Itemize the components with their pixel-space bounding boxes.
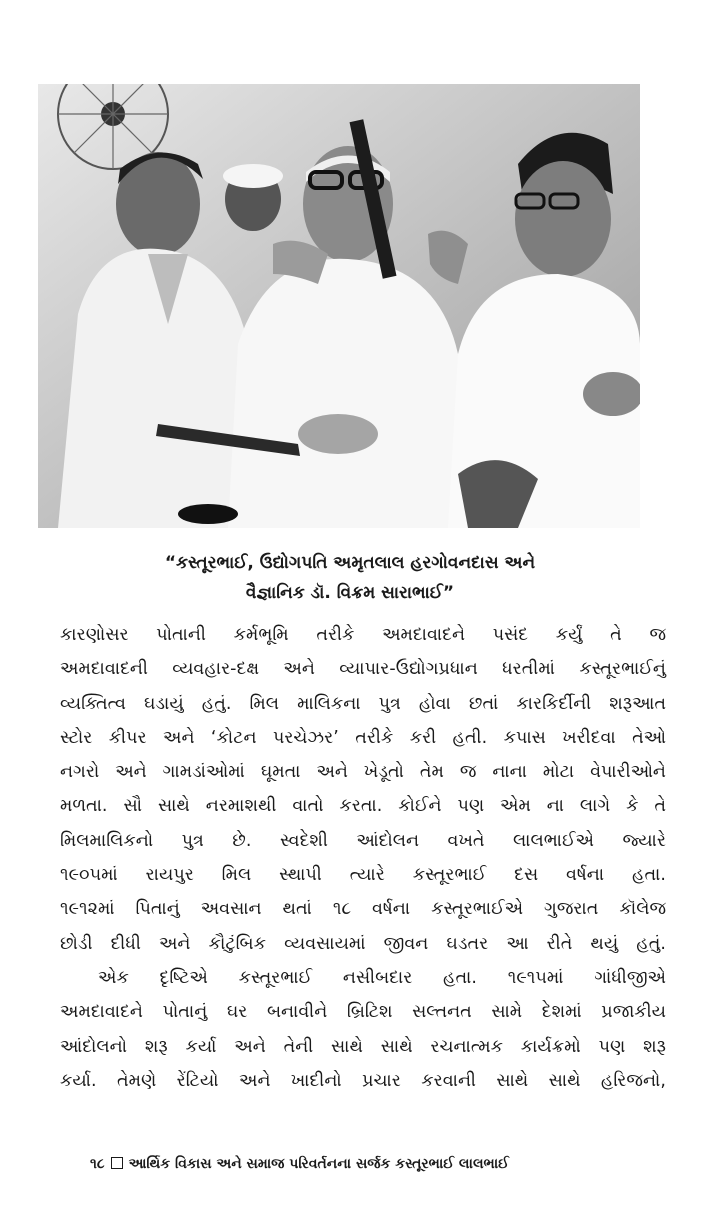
body-line: સ્ટોર કીપર અને ‘કોટન પરચેઝર’ તરીકે કરી હતી. કપાસ ખરીદવા તેઓ	[60, 727, 666, 748]
body-line: આંદોલનો શરૂ કર્યા અને તેની સાથે સાથે રચનાત્મક કાર્યક્રમો પણ શરૂ	[60, 1036, 666, 1057]
body-line: એક દૃષ્ટિએ કસ્તૂરભાઈ નસીબદાર હતા. ૧૯૧૫માં ગાંધીજીએ	[98, 967, 666, 988]
photograph-icon	[38, 84, 640, 528]
body-paragraphs	[60, 618, 666, 1098]
body-line: મિલમાલિકનો પુત્ર છે. સ્વદેશી આંદોલન વખતે લાલભાઈએ જ્યારે	[60, 830, 666, 851]
caption-line: “કસ્તૂરભાઈ, ઉદ્યોગપતિ અમૃતલાલ હરગોવનદાસ અને	[164, 553, 536, 573]
body-line: કર્યા. તેમણે રેંટિયો અને ખાદીનો પ્રચાર કરવાની સાથે સાથે હરિજનો,	[60, 1070, 666, 1091]
caption-line: વૈજ્ઞાનિક ડૉ. વિક્રમ સારાભાઈ”	[245, 583, 455, 603]
page-footer	[90, 1156, 690, 1172]
book-title: આર્થિક વિકાસ અને સમાજ પરિવર્તનના સર્જક કસ્તૂરભાઈ લાલભાઈ	[128, 1156, 509, 1172]
body-line: છોડી દીધી અને કૌટુંબિક વ્યવસાયમાં જીવન ઘડતર આ રીતે થયું હતું.	[60, 933, 666, 954]
body-line: મળતા. સૌ સાથે નરમાશથી વાતો કરતા. કોઈને પણ એમ ના લાગે કે તે	[60, 796, 666, 817]
body-line: ૧૯૦૫માં રાયપુર મિલ સ્થાપી ત્યારે કસ્તૂરભાઈ દસ વર્ષના હતા.	[60, 865, 666, 886]
square-icon	[111, 1157, 123, 1169]
photograph	[38, 84, 640, 528]
body-line: અમદાવાદની વ્યવહાર-દક્ષ અને વ્યાપાર-ઉદ્યોગપ્રધાન ધરતીમાં કસ્તૂરભાઈનું	[60, 659, 666, 680]
body-line: અમદાવાદને પોતાનું ઘર બનાવીને બ્રિટિશ સલ્તનત સામે દેશમાં પ્રજાકીય	[60, 1002, 666, 1023]
page-number: ૧૮	[90, 1156, 105, 1172]
body-line: ૧૯૧૨માં પિતાનું અવસાન થતાં ૧૮ વર્ષના કસ્તૂરભાઈએ ગુજરાત કૉલેજ	[60, 899, 666, 920]
body-line: કારણોસર પોતાની કર્મભૂમિ તરીકે અમદાવાદને પસંદ કર્યું તે જ	[60, 625, 666, 645]
body-line: વ્યક્તિત્વ ઘડાયું હતું. મિલ માલિકના પુત્ર હોવા છતાં કારકિર્દીની શરૂઆત	[60, 693, 666, 714]
photo-caption	[40, 548, 660, 608]
body-line: નગરો અને ગામડાંઓમાં ઘૂમતા અને ખેડૂતો તેમ જ નાના મોટા વેપારીઓને	[60, 762, 666, 783]
